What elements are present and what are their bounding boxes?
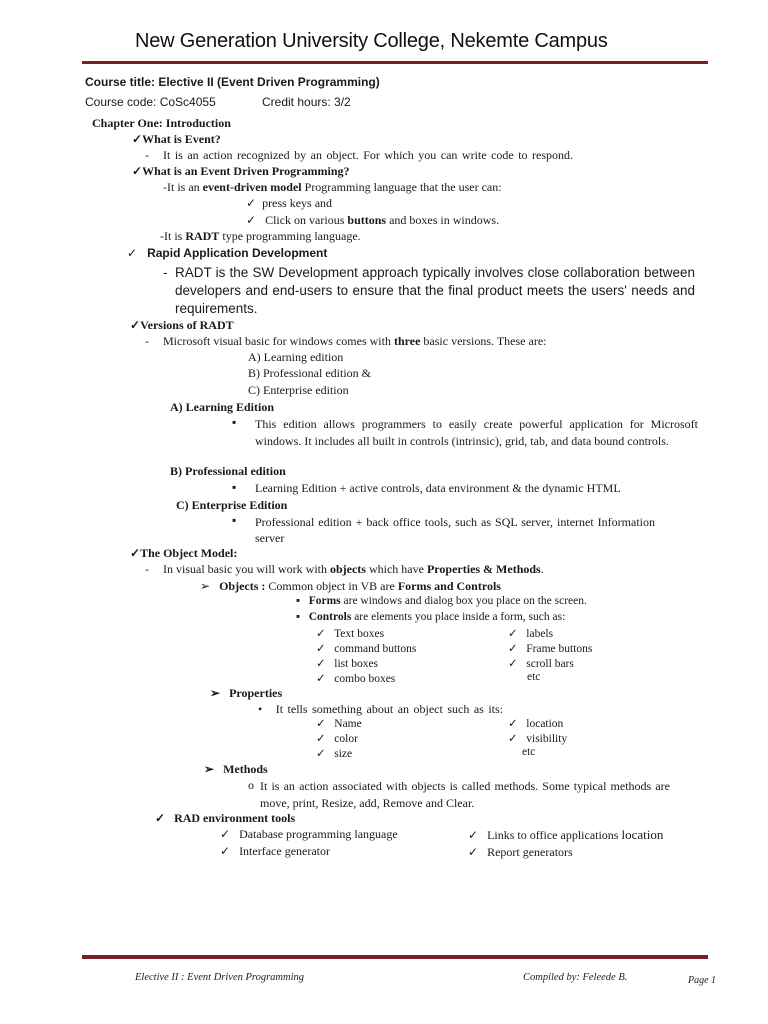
page-header-title: New Generation University College, Nekemte Campus	[135, 30, 608, 52]
square-bullet-icon: ▪	[296, 595, 301, 607]
footer-page-number: Page 1	[688, 975, 717, 986]
edp-heading: ✓What is an Event Driven Programming?	[132, 164, 350, 178]
professional-edition-text: Learning Edition + active controls, data environment & the dynamic HTML	[255, 481, 621, 495]
check-icon: ✓	[246, 196, 257, 210]
footer-course: Elective II : Event Driven Programming	[135, 972, 305, 983]
check-icon: ✓	[132, 132, 143, 146]
footer-compiled-by: Compiled by: Feleede B.	[523, 972, 628, 983]
methods-item: ➢ Methods	[204, 762, 268, 776]
controls-item: ▪ Controls are elements you place inside a form, such as:	[296, 611, 566, 623]
square-bullet-icon: ▪	[232, 480, 237, 494]
check-icon: ✓	[130, 546, 141, 560]
enterprise-edition-text: Professional edition + back office tools, such as SQL server, internet Information server	[255, 515, 655, 545]
tool-report-generators: ✓ Report generators	[468, 845, 573, 859]
check-icon: ✓	[316, 718, 326, 730]
check-icon: ✓	[316, 658, 326, 670]
dot-bullet-icon: •	[258, 702, 263, 716]
square-bullet-icon: ▪	[232, 415, 237, 429]
check-icon: ✓	[508, 643, 518, 655]
properties-etc: etc	[522, 746, 536, 758]
control-labels: ✓ labels	[508, 628, 554, 640]
object-model-intro: In visual basic you will work with objects which have Properties & Methods.	[163, 562, 544, 576]
arrow-bullet-icon: ➢	[210, 686, 221, 700]
object-model-dash: -	[145, 562, 149, 576]
versions-heading: ✓Versions of RADT	[130, 318, 234, 332]
rad-definition: RADT is the SW Development approach typically involves close collaboration between developers and end-users to ensure that the final product meets the users' needs and requirements.	[175, 265, 695, 316]
check-icon: ✓	[508, 628, 518, 640]
chapter-heading: Chapter One: Introduction	[92, 116, 231, 130]
edp-intro: -It is an event-driven model Programming language that the user can:	[163, 180, 502, 194]
check-icon: ✓	[316, 643, 326, 655]
versions-list-c: C) Enterprise edition	[248, 383, 349, 397]
control-command-buttons: ✓ command buttons	[316, 643, 417, 655]
property-visibility: ✓ visibility	[508, 733, 568, 745]
control-text-boxes: ✓ Text boxes	[316, 628, 385, 640]
professional-edition-heading: B) Professional edition	[170, 464, 286, 478]
check-icon: ✓	[127, 246, 138, 260]
control-scroll-bars: ✓ scroll bars	[508, 658, 574, 670]
course-code: Course code: CoSc4055	[85, 95, 216, 109]
edp-radt-line: -It is RADT type programming language.	[160, 229, 361, 243]
check-icon: ✓	[508, 733, 518, 745]
check-icon: ✓	[246, 213, 257, 227]
square-bullet-icon: ▪	[232, 513, 237, 527]
tool-database-language: ✓ Database programming language	[220, 827, 398, 841]
event-definition: It is an action recognized by an object. For which you can write code to respond.	[163, 148, 574, 162]
arrow-bullet-icon: ➢	[200, 579, 211, 593]
control-frame-buttons: ✓ Frame buttons	[508, 643, 593, 655]
control-list-boxes: ✓ list boxes	[316, 658, 379, 670]
property-location: ✓ location	[508, 718, 564, 730]
learning-edition-text: This edition allows programmers to easily create powerful application for Microsoft windows. It includes all built in controls (intrinsic), grid, tab, and data bound controls.	[255, 417, 698, 448]
event-heading: ✓What is Event?	[132, 132, 221, 146]
learning-edition-heading: A) Learning Edition	[170, 400, 275, 414]
property-size: ✓ size	[316, 748, 353, 760]
event-dash: -	[145, 148, 149, 162]
square-bullet-icon: ▪	[296, 611, 301, 623]
footer-rule	[82, 955, 708, 959]
header-rule	[82, 61, 708, 64]
property-color: ✓ color	[316, 733, 358, 745]
course-title: Course title: Elective II (Event Driven Programming)	[85, 75, 380, 89]
tool-office-links: ✓ Links to office applications location	[468, 827, 664, 842]
check-icon: ✓	[316, 733, 326, 745]
rad-dash: -	[163, 265, 168, 280]
check-icon: ✓	[316, 628, 326, 640]
properties-item: ➢ Properties	[210, 686, 283, 700]
arrow-bullet-icon: ➢	[204, 762, 215, 776]
check-icon: ✓	[130, 318, 141, 332]
tool-interface-generator: ✓ Interface generator	[220, 844, 330, 858]
enterprise-edition-heading: C) Enterprise Edition	[176, 498, 288, 512]
versions-intro: Microsoft visual basic for windows comes with three basic versions. These are:	[163, 334, 547, 348]
rad-heading: ✓ Rapid Application Development	[127, 246, 328, 260]
check-icon: ✓	[132, 164, 143, 178]
check-icon: ✓	[468, 845, 479, 859]
check-icon: ✓	[316, 748, 326, 760]
check-icon: ✓	[468, 828, 479, 842]
circle-bullet-icon: o	[248, 778, 254, 792]
check-icon: ✓	[316, 673, 326, 685]
controls-etc: etc	[527, 671, 541, 683]
object-model-heading: ✓The Object Model:	[130, 546, 238, 560]
versions-list-a: A) Learning edition	[248, 350, 344, 364]
edp-item-click: ✓ Click on various buttons and boxes in windows.	[246, 213, 500, 227]
forms-item: ▪ Forms are windows and dialog box you place on the screen.	[296, 595, 587, 607]
objects-item: ➢ Objects : Common object in VB are Forms and Controls	[200, 579, 501, 593]
properties-text: • It tells something about an object such as its:	[258, 702, 503, 716]
methods-text: It is an action associated with objects is called methods. Some typical methods are move, print, Resize, add, Remove and Clear.	[260, 779, 670, 810]
check-icon: ✓	[220, 844, 231, 858]
versions-dash: -	[145, 334, 149, 348]
check-icon: ✓	[508, 658, 518, 670]
versions-list-b: B) Professional edition &	[248, 366, 371, 380]
check-icon: ✓	[155, 811, 166, 825]
edp-item-press-keys: ✓ press keys and	[246, 196, 333, 210]
check-icon: ✓	[220, 827, 231, 841]
control-combo-boxes: ✓ combo boxes	[316, 673, 396, 685]
credit-hours: Credit hours: 3/2	[262, 95, 351, 109]
rad-tools-heading: ✓ RAD environment tools	[155, 811, 296, 825]
check-icon: ✓	[508, 718, 518, 730]
property-name: ✓ Name	[316, 718, 362, 730]
